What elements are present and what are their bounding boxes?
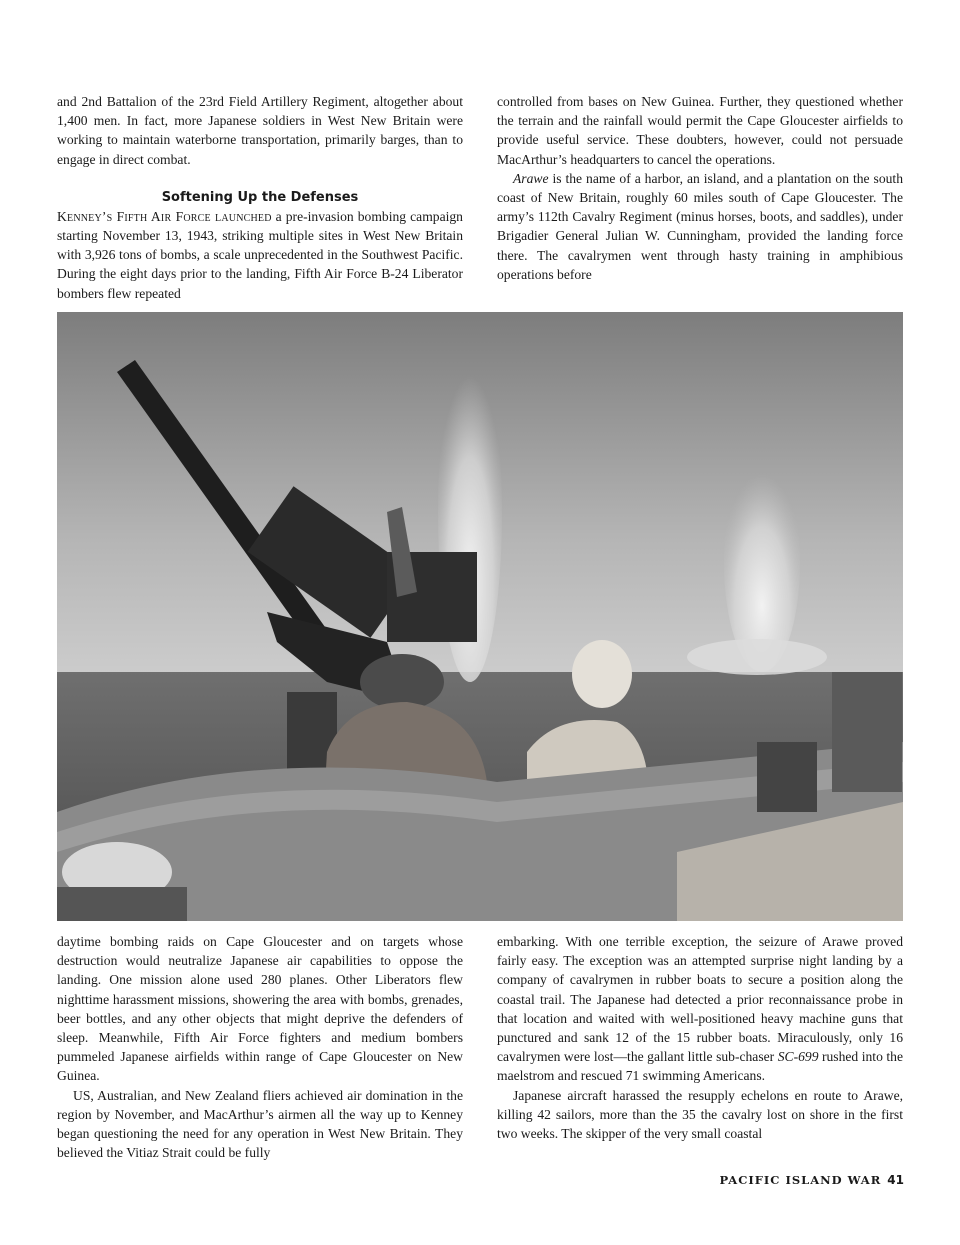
paragraph-text: is the name of a harbor, an island, and a plantation on the south coast of New Britain, roughly 60 miles south of Cape Gloucester. The army’s 112th Cavalry Regiment (minus horses, boots, and saddles), under Brigadier General Julian W. Cunningham, provided the landing force there. The cavalrymen went through hasty training in amphibious operations before <box>497 170 903 282</box>
column-right-bottom <box>497 932 903 1143</box>
italic-term: SC-699 <box>777 1049 819 1065</box>
page-number: 41 <box>887 1173 904 1187</box>
paragraph: daytime bombing raids on Cape Gloucester and on targets whose destruction would neutralize Japanese air capabilities to oppose the landing. One mission alone used 280 planes. Other Liberators flew nighttime harassment missions, showering the area with bombs, grenades, beer bottles, and any other objects that might deprive the defenders of sleep. Meanwhile, Fifth Air Force fighters and medium bombers pummeled Japanese airfields within range of Cape Gloucester on New Guinea. <box>57 934 463 1084</box>
paragraph: US, Australian, and New Zealand fliers achieved air domination in the region by November, and MacArthur’s airmen all the way up to Kenney began questioning the need for any operation in West New Britain. They believed the Vitiaz Strait could be fully <box>57 1087 463 1161</box>
lead-in: Kenney’s Fifth Air Force launched <box>57 208 272 224</box>
photo-anti-aircraft-gun-crew <box>57 312 903 921</box>
column-right-top <box>497 92 903 284</box>
running-title: PACIFIC ISLAND WAR <box>719 1173 882 1187</box>
paragraph-text: a pre-invasion bombing campaign starting November 13, 1943, striking multiple sites in West New Britain with 3,926 tons of bombs, a scale unprecedented in the Southwest Pacific. During the eight days prior to the landing, Fifth Air Force B-24 Liberator bombers flew repeated <box>57 208 463 301</box>
paragraph-text: embarking. With one terrible exception, the seizure of Arawe proved fairly easy. The exception was an attempted surprise night landing by a company of cavalrymen in rubber boats to secure a position along the coastal trail. The Japanese had detected a prior reconnaissance probe in that location and waited with well-positioned heavy machine guns that punctured and sank 12 of the 15 rubber boats. Miraculously, only 16 cavalrymen were lost—the gallant little sub-chaser <box>497 934 903 1065</box>
paragraph: and 2nd Battalion of the 23rd Field Artillery Regiment, altogether about 1,400 men. In fact, more Japanese soldiers in West New Britain were working to maintain waterborne transportation, primarily barges, than to engage in direct combat. <box>57 94 463 167</box>
paragraph: controlled from bases on New Guinea. Further, they questioned whether the terrain and the rainfall would permit the Cape Gloucester airfields to provide useful service. These doubters, however, could not persuade MacArthur’s headquarters to cancel the operations. <box>497 94 903 167</box>
paragraph-text: rushed into the maelstrom and rescued 71 swimming Americans. <box>497 1049 903 1084</box>
page-footer <box>719 1173 904 1187</box>
column-left-top <box>57 92 463 303</box>
paragraph <box>57 207 463 303</box>
column-left-bottom <box>57 932 463 1162</box>
paragraph <box>497 932 903 1086</box>
italic-term: Arawe <box>513 170 549 186</box>
paragraph: Japanese aircraft harassed the resupply echelons en route to Arawe, killing 42 sailors, more than the 35 the cavalry lost on shore in the first two weeks. The skipper of the very small coastal <box>497 1087 903 1142</box>
section-heading: Softening Up the Defenses <box>161 189 359 205</box>
paragraph <box>497 169 903 284</box>
